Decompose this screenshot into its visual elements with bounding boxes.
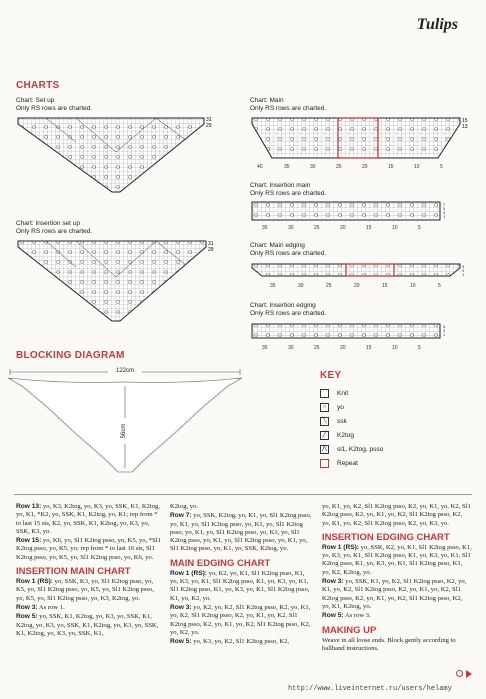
main-edging-xtick-10: 10 <box>410 283 416 289</box>
row-text: yo, K2, yo, K1, Sl1 K2tog psso, K1, yo, K3, yo, K1, Sl1 K2tog psso, K1, yo, K3, yo, K1, Sl1 K2tog psso, K1, yo, K3, yo, K1, Sl1 K2tog psso, K1, yo, K2, yo. <box>170 569 310 602</box>
insertion-edging-xtick-15: 15 <box>366 345 372 351</box>
row-label: Row 5: <box>170 638 192 646</box>
instruction-paragraph <box>16 537 162 562</box>
insertion-edging-row-3: 3 <box>443 328 446 333</box>
main-edging-xtick-5: 5 <box>438 283 441 289</box>
insertion-main-chart <box>250 200 476 234</box>
row-text: yo, K3, K2tog, yo, K3, yo, SSK, K1, K2tog, yo, K1, *K2, yo, SSK, K1, K2tog, yo, K1; rep from * to last 15 sts, K2, yo, SSK, K1, K2tog, yo, K3, yo, SSK, K3, yo. <box>16 503 160 535</box>
row-text: As row 3. <box>343 612 371 620</box>
insertion-main-row-7: 7 <box>443 202 446 207</box>
instruction-paragraph <box>170 604 314 637</box>
main-xtick-15: 15 <box>388 164 394 170</box>
page-marker-icon <box>456 670 463 677</box>
insertion-edging-xtick-5: 5 <box>418 345 421 351</box>
setup-row-31: 31 <box>206 117 212 123</box>
insertion-edging-xtick-35: 35 <box>262 345 268 351</box>
insertion-main-label <box>250 182 326 198</box>
main-edging-xtick-25: 25 <box>326 283 332 289</box>
insertion-edging-label <box>250 302 326 318</box>
main-edging-title: Chart: Main edging <box>250 242 305 249</box>
instruction-paragraph <box>170 512 314 553</box>
insertion-setup-label <box>16 220 92 236</box>
key-item-yo <box>320 400 383 414</box>
insertion-edging-row-5: 5 <box>443 324 446 329</box>
main-row-15: 15 <box>462 118 468 124</box>
instruction-paragraph <box>322 578 472 611</box>
row-label: Row 15: <box>16 537 42 545</box>
column-heading: MAIN EDGING CHART <box>170 557 271 569</box>
column-heading: INSERTION MAIN CHART <box>16 566 131 578</box>
main-edging-xtick-30: 30 <box>298 283 304 289</box>
row-text: yo, K3, yo, K2, Sl1 K2tog psso, K2, <box>191 638 290 646</box>
insertion-main-xtick-25: 25 <box>314 225 320 231</box>
main-chart <box>250 114 476 172</box>
main-row-13: 13 <box>462 124 468 130</box>
instruction-paragraph <box>170 570 314 603</box>
width-label: 122cm <box>115 368 135 374</box>
row-text: yo, K2, yo, K2, Sl1 K2tog psso, K2, yo, K1, yo, K2, Sl1 K2tog psso, K2, yo, K1, yo, K2, Sl1 K2tog psso, K2, yo, K1, yo, K2, Sl1 K2tog psso, K2, yo, K2, yo. <box>170 603 311 636</box>
row-text: yo, SSK, K1, K2tog, yo, K3, yo, SSK, K1, K2tog, yo, K3, yo, SSK, K1, K2tog, yo, K3, yo, SSK, K1, K2tog, yo, K3, yo, SSK, K1, <box>16 613 159 637</box>
insertion-setup-row-31: 31 <box>208 241 214 247</box>
key-item-sl1-k2tog-psso <box>320 442 383 456</box>
setup-chart-label <box>16 97 92 113</box>
insertion-edging-xtick-25: 25 <box>314 345 320 351</box>
row-label: Row 1 (RS): <box>16 578 53 586</box>
blocking-heading: BLOCKING DIAGRAM <box>16 350 125 361</box>
row-text: yo, K1, yo, K2, Sl1 K2tog psso, K2, yo, K1, yo, K2, Sl1 K2tog psso, K2, yo, K1, yo, K2, Sl1 K2tog psso, K2, yo, K1, yo, K2, Sl1 K2tog psso, K2, yo, K3, yo. <box>322 503 471 527</box>
instruction-paragraph <box>16 578 162 603</box>
main-xtick-25: 25 <box>336 164 342 170</box>
blocking-diagram <box>4 362 248 482</box>
next-arrow-icon <box>466 670 472 678</box>
text-column-1 <box>16 503 162 639</box>
row-label: Row 5: <box>322 612 344 620</box>
instruction-paragraph <box>322 637 472 654</box>
key-heading: KEY <box>320 370 342 381</box>
height-label: 56cm <box>121 423 127 439</box>
row-label: Row 1 (RS): <box>170 569 207 577</box>
sl1-k2tog-psso-icon: ⋀ <box>320 445 329 454</box>
insertion-setup-row-29: 29 <box>208 247 214 253</box>
instruction-paragraph <box>16 604 162 612</box>
setup-chart <box>16 112 216 198</box>
main-edging-label <box>250 242 326 258</box>
key-list <box>320 386 383 470</box>
key-item-repeat <box>320 456 383 470</box>
text-column-2 <box>170 503 314 647</box>
row-label: Row 13: <box>16 503 42 510</box>
key-item-knit <box>320 386 383 400</box>
row-label: Row 7: <box>170 512 192 520</box>
insertion-edging-xtick-20: 20 <box>340 345 346 351</box>
insertion-edging-xtick-10: 10 <box>392 345 398 351</box>
main-chart-label <box>250 97 326 113</box>
row-text: yo, SSK, K2tog, yo, K1, yo, Sl1 K2tog psso, yo, K1, yo, Sl1 K2tog psso, yo, K1, yo, Sl1 K2tog psso, yo, K1, yo, Sl1 K2tog psso, yo, K1, yo, Sl1 K2tog psso, yo, K1, yo, Sl1 K2tog psso, yo, K1, yo, Sl1 K2tog psso, yo, K1, yo, SSK, K2tog, yo. <box>170 512 312 553</box>
k2tog-icon: ╱ <box>320 431 329 440</box>
insertion-main-xtick-10: 10 <box>392 225 398 231</box>
row-text: yo, SSK, K1, yo, K2, Sl1 K2tog psso, K2, yo, K1, yo, K2, Sl1 K2tog psso, K2, yo, K1, yo, K2, Sl1 K2tog psso, K2, yo, K1, yo, K2, Sl1 K2tog psso, K2, yo, K1, K2tog, yo. <box>322 578 467 610</box>
row-label: Row 1 (RS): <box>322 543 359 551</box>
main-edging-row-3: 3 <box>462 268 465 273</box>
row-label: Row 3: <box>322 578 344 586</box>
insertion-main-xtick-15: 15 <box>366 225 372 231</box>
instruction-paragraph <box>322 544 472 577</box>
main-edging-xtick-20: 20 <box>354 283 360 289</box>
key-label-yo: yo <box>337 403 344 411</box>
row-text: yo, SSK, K3, yo, Sl1 K2tog psso, yo, K5, yo, Sl1 K2tog psso, yo, K5, yo, Sl1 K2tog psso, yo, K5, yo, Sl1 K2tog psso, yo, K3, K2tog, yo. <box>16 578 154 602</box>
repeat-icon <box>320 459 329 468</box>
main-edging-row-1: 1 <box>462 272 465 277</box>
main-chart-title: Chart: Main <box>250 97 284 104</box>
row-text: As row 1. <box>37 603 65 611</box>
row-text: yo, SSK, K2, yo, K1, Sl1 K2tog psso, K1, yo, K3, yo, K1, Sl1 K2tog psso, K1, yo, K3, yo, K1, Sl1 K2tog psso, K1, yo, K3, yo, K1, Sl1 K2tog psso, K1, yo, K2, K2tog, yo. <box>322 543 472 576</box>
insertion-edging-row-1: 1 <box>443 332 446 337</box>
main-xtick-10: 10 <box>414 164 420 170</box>
insertion-setup-chart <box>16 237 216 327</box>
insertion-main-xtick-5: 5 <box>418 225 421 231</box>
key-label-repeat: Repeat <box>337 459 358 467</box>
main-edging-chart <box>250 260 476 294</box>
insertion-main-xtick-30: 30 <box>288 225 294 231</box>
insertion-edging-xtick-30: 30 <box>288 345 294 351</box>
instruction-paragraph <box>16 613 162 638</box>
setup-row-29: 29 <box>206 123 212 129</box>
insertion-edging-note: Only RS rows are charted. <box>250 310 327 317</box>
main-edging-xtick-35: 35 <box>270 283 276 289</box>
instruction-paragraph <box>170 638 314 646</box>
insertion-main-note: Only RS rows are charted. <box>250 190 327 197</box>
main-edging-note: Only RS rows are charted. <box>250 250 327 257</box>
insertion-setup-title: Chart: Insertion set up <box>16 220 80 227</box>
main-edging-row-5: 5 <box>462 264 465 269</box>
column-heading: INSERTION EDGING CHART <box>322 531 450 543</box>
ssk-icon: ╲ <box>320 417 329 426</box>
knit-icon <box>320 389 329 398</box>
insertion-main-row-3: 3 <box>443 210 446 215</box>
instruction-paragraph <box>170 503 314 511</box>
insertion-edging-title: Chart: Insertion edging <box>250 302 316 309</box>
key-label-k2tog: K2tog <box>337 431 354 439</box>
main-chart-note: Only RS rows are charted. <box>250 105 327 112</box>
insertion-main-title: Chart: Insertion main <box>250 182 311 189</box>
insertion-setup-note: Only RS rows are charted. <box>16 228 93 235</box>
column-heading: MAKING UP <box>322 624 377 636</box>
insertion-main-xtick-35: 35 <box>262 225 268 231</box>
key-item-ssk <box>320 414 383 428</box>
row-text: K2tog, yo. <box>170 503 199 510</box>
insertion-main-row-1: 1 <box>443 214 446 219</box>
key-item-k2tog <box>320 428 383 442</box>
setup-chart-title: Chart: Set up <box>16 97 55 104</box>
insertion-main-row-5: 5 <box>443 206 446 211</box>
yo-icon: ○ <box>320 403 329 412</box>
row-label: Row 3: <box>16 603 38 611</box>
instruction-paragraph <box>322 612 472 620</box>
section-divider <box>14 494 472 495</box>
insertion-edging-chart <box>250 320 476 356</box>
main-edging-xtick-15: 15 <box>382 283 388 289</box>
main-xtick-30: 30 <box>310 164 316 170</box>
charts-heading: CHARTS <box>16 80 60 91</box>
key-label-sl1-k2tog-psso: sl1, K2tog, psso <box>337 445 384 453</box>
row-label: Row 5: <box>16 613 38 621</box>
instruction-paragraph <box>322 503 472 528</box>
row-label: Row 3: <box>170 603 192 611</box>
page-title: Tulips <box>416 16 458 33</box>
text-column-3 <box>322 503 472 654</box>
row-text: yo, K6, yo, Sl1 K2tog psso, yo, K5, yo, *Sl1 K2tog psso, yo, K5, yo; rep from * to last 16 sts, Sl1 K2tog psso, yo, K5, yo, Sl1 K2tog psso, yo, K6, yo. <box>16 537 161 561</box>
setup-chart-note: Only RS rows are charted. <box>16 105 93 112</box>
key-label-knit: Knit <box>337 389 349 397</box>
main-xtick-5: 5 <box>440 164 443 170</box>
main-xtick-40: 40 <box>257 164 263 170</box>
insertion-main-xtick-20: 20 <box>340 225 346 231</box>
main-xtick-35: 35 <box>284 164 290 170</box>
row-text: Weave in all loose ends. Block gently according to ballband instructions. <box>322 636 456 652</box>
main-xtick-20: 20 <box>362 164 368 170</box>
instruction-paragraph <box>16 503 162 536</box>
key-label-ssk: ssk <box>337 417 347 425</box>
footer-url: http://www.liveinternet.ru/users/helamy <box>288 685 452 693</box>
